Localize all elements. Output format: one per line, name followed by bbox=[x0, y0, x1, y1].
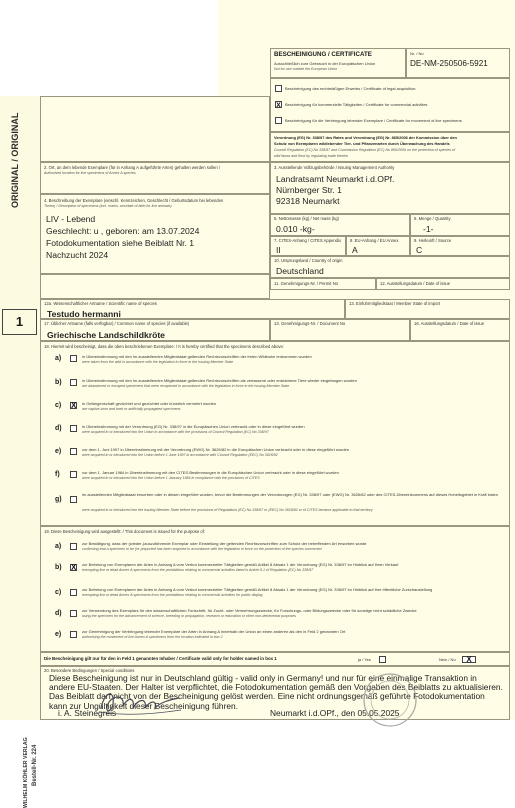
order-number: Bestell-Nr. 224 bbox=[32, 744, 38, 786]
field11-label: 11. Genehmigungs-Nr. / Permit No bbox=[274, 281, 338, 286]
s19-e-text: zur Genehmigung der Verbringung lebender Exemplare der Arten in Anhang A innerhalb der Union an einen anderen als den in Feld 2 genannten Ort bbox=[82, 629, 346, 634]
original-label: ORIGINAL / ORIGINAL bbox=[10, 112, 20, 208]
net-mass-field bbox=[270, 214, 410, 236]
s18-d-checkbox[interactable] bbox=[70, 425, 77, 432]
s18-c-text: in Gefangenschaft gezüchtet und gezüchtet oder künstlich vermehrt wurden bbox=[82, 401, 217, 406]
common-name-field bbox=[40, 319, 270, 341]
regulation-line-2: Schutz von Exemplaren wildlebender Tier- und Pflanzenarten durch Überwachung des Handels bbox=[274, 141, 450, 146]
option-movement-checkbox[interactable] bbox=[275, 117, 282, 124]
s18-a-text-en: were taken from the wild in accordance with the legislation in force in the issuing Member State bbox=[82, 360, 234, 364]
validity-no-checkbox[interactable]: X bbox=[462, 656, 476, 663]
s19-c-text: zur Befreiung von Exemplaren der Arten in Anhang A vom Verbot kommerzieller Tätigkeiten gemäß Artikel 8 Absatz 1 der Verordnung (EG) Nr. 338/97 im Hinblick auf ihre öffentliche Zurschaustellung bbox=[82, 587, 433, 592]
cites-appendix-value: II bbox=[276, 245, 281, 255]
s18-a-letter: a) bbox=[55, 355, 62, 362]
field2-label-en: Authorised location for live specimens of Annex A species bbox=[44, 171, 136, 175]
s19-b-letter: b) bbox=[55, 564, 62, 571]
regulation-box bbox=[270, 132, 510, 162]
s18-e-text-en: were acquired in or introduced into the Union before 1 June 1997 in accordance with Council Regulation (EEC) No 3626/82 bbox=[82, 453, 278, 457]
s18-a-checkbox[interactable] bbox=[70, 355, 77, 362]
regulation-line-1: Verordnung (EG) Nr. 338/97 des Rates und Verordnung (EG) Nr. 865/2006 der Kommission über den bbox=[274, 135, 457, 140]
regulation-line-4: wild fauna and flora by regulating trade therein bbox=[274, 154, 348, 158]
field6-label: 6. Menge / Quantity bbox=[414, 216, 451, 221]
description-line-3: Fotodokumentation siehe Beiblatt Nr. 1 bbox=[46, 238, 195, 248]
s18-g-text-en: were acquired in or introduced into the issuing Member State before the provisions of Regulations (EC) No 338/97 or (EEC) No 3626/82 or of CITES became applicable to that territory bbox=[82, 508, 373, 512]
s19-a-letter: a) bbox=[55, 543, 62, 550]
field3-label: 3. Ausstellende Vollzugsbehörde / Issuing Management Authority bbox=[274, 165, 395, 170]
validity-no-label: Nein / No bbox=[439, 657, 456, 662]
eu-annex-field bbox=[346, 236, 410, 256]
authority-line-3: 92318 Neumarkt bbox=[276, 196, 340, 206]
import-state-field bbox=[345, 299, 510, 319]
issuing-authority-field bbox=[270, 162, 510, 214]
s18-c-text-en: are captive-born and bred or artificially propagated specimens bbox=[82, 407, 181, 411]
s19-b-text: zur Befreiung von Exemplaren der Arten in Anhang A vom Verbot kommerzieller Tätigkeiten gemäß Artikel 8 Absatz 1 der Verordnung (EG) Nr. 338/97 im Hinblick auf ihren Verkauf bbox=[82, 562, 399, 567]
validity-row bbox=[40, 652, 510, 666]
s18-a-text: in Übereinstimmung mit den im ausstellenden Mitgliedstaat geltenden Rechtsvorschriften der freien Wildbahn entnommen wurden bbox=[82, 354, 312, 359]
field17-label: 17. Üblicher Artname (falls verfügbar) / Common name of species (if available) bbox=[44, 321, 190, 326]
field13a-label: 13. Genehmigungs-Nr. / Document No bbox=[274, 321, 346, 326]
signature-place-date: Neumarkt i.d.OPf., den 05.05.2025 bbox=[270, 708, 400, 718]
s19-d-text-en: using the specimen for the advancement of science, breeding or propagation, research or education or other non-detrimental purposes bbox=[82, 614, 296, 618]
s19-c-letter: c) bbox=[55, 589, 62, 596]
s19-c-text-en: exempting live or dead Annex A specimens from the prohibitions relating to commercial activities for public display bbox=[82, 593, 263, 597]
signature-name: i. A. Steinegreis bbox=[58, 708, 117, 718]
header-title-box bbox=[270, 48, 406, 78]
s18-b-letter: b) bbox=[55, 379, 62, 386]
s19-b-text-en: exempting live or dead Annex A specimens from the prohibitions relating to commercial activities listed in Article 8.1 of Regulation (EC) No 338/97 bbox=[82, 568, 314, 572]
s19-a-text: zur Bestätigung, dass der (wieder-)auszuführende Exemplar oder Einstellung der geltenden Rechtsvorschriften zum Schutz der betreffenden Art erworben wurde bbox=[82, 541, 367, 546]
holder-field bbox=[40, 96, 270, 162]
s18-d-text-en: were acquired in or introduced into the Union in accordance with the provisions of Council Regulation (EC) No 338/97 bbox=[82, 430, 269, 434]
s18-c-letter: c) bbox=[55, 402, 62, 409]
description-line-2: Geschlecht: u , geboren: am 13.07.2024 bbox=[46, 226, 200, 236]
scientific-name-value: Testudo hermanni bbox=[47, 309, 121, 319]
certificate-title: BESCHEINIGUNG / CERTIFICATE bbox=[274, 51, 372, 58]
s18-f-letter: f) bbox=[55, 471, 60, 478]
field5-label: 5. Nettomasse (kg) / Net mass (kg) bbox=[274, 216, 339, 221]
option-commercial-label: Bescheinigung für kommerzielle Tätigkeiten / Certificate for commercial activities bbox=[285, 102, 428, 107]
scientific-name-field bbox=[40, 299, 345, 319]
s18-g-text: im ausstellenden Mitgliedstaat erworben oder in diesen eingeführt wurden, bevor die Bestimmungen der Verordnungen (EG) Nr. 338/97 oder (EWG) Nr. 3626/82 oder des CITES-Übereinkommens auf dieses Hoheitsgebiet in Kraft traten bbox=[82, 492, 498, 497]
source-field bbox=[410, 236, 510, 256]
country-of-origin-value: Deutschland bbox=[276, 266, 324, 276]
left-sidebar bbox=[0, 96, 41, 808]
section-18 bbox=[40, 341, 510, 526]
s18-b-text-en: are abandoned or escaped specimens that were recaptured in accordance with the legislation in force in the issuing Member State bbox=[82, 384, 290, 388]
special-conditions-text: Diese Bescheinigung ist nur in Deutschland gültig - valid only in Germany! und nur für eine einmalige Transaktion in andere EU-Staaten. Der Halter ist verpflichtet, die Fotodokumentation gemäß den Vorgaben des Beiblatts zu aktualisieren. Das Beiblatt darf nicht von der Bescheinigung gelöst werden. Eine nicht ordnungsgemäß geführte Fotodokumentation kann zur Ungültigkeit dieser Bescheinigung führen. bbox=[49, 673, 503, 711]
s18-e-text: vor dem 1. Juni 1997 in Übereinstimmung mit der Verordnung (EWG) Nr. 3626/82 in die Europäischen Union verbracht oder in diese eingeführt wurden bbox=[82, 447, 350, 452]
eu-annex-value: A bbox=[352, 245, 358, 255]
option-commercial-checkbox[interactable]: x bbox=[276, 100, 281, 109]
quantity-value: -1- bbox=[423, 224, 434, 234]
authority-line-1: Landratsamt Neumarkt i.d.OPf. bbox=[276, 174, 395, 184]
section-19 bbox=[40, 526, 510, 652]
s19-a-text-en: confirming that a specimen to be (re-)exported has been acquired in accordance with the legislation in force on the protection of the species concerned bbox=[82, 547, 322, 551]
s18-b-text: in Übereinstimmung mit den im ausstellenden Mitgliedstaat geltenden Rechtsvorschriften als verlassene oder entwichene Tiere wieder eingefangen wurden bbox=[82, 378, 357, 383]
description-line-4: Nachzucht 2024 bbox=[46, 250, 109, 260]
s19-d-checkbox[interactable] bbox=[70, 610, 77, 617]
location-field bbox=[40, 162, 270, 194]
s19-e-checkbox[interactable] bbox=[70, 631, 77, 638]
country-of-origin-field bbox=[270, 256, 510, 278]
handwritten-signature bbox=[95, 686, 185, 718]
document-number-field bbox=[270, 319, 410, 341]
field10-label: 10. Ursprungsland / Country of origin bbox=[274, 258, 343, 263]
s18-e-checkbox[interactable] bbox=[70, 448, 77, 455]
validity-yes-label: ja / Yes bbox=[358, 657, 371, 662]
cites-appendix-field bbox=[270, 236, 346, 256]
blank-field bbox=[40, 274, 270, 299]
validity-label: Die Bescheinigung gilt nur für den in Feld 1 genannten Inhaber / Certificate valid only for holder named in box 1 bbox=[44, 656, 277, 661]
permit-number-field bbox=[270, 278, 376, 290]
header-subtitle-de: Ausschließlich zum Gebrauch in der Europäischen Union bbox=[274, 61, 376, 66]
description-field bbox=[40, 194, 270, 274]
header-subtitle-en: Not for use outside the European Union bbox=[274, 67, 338, 71]
regulation-line-3: Council Regulation (EC) No 338/97 and Commission Regulation (EC) No 865/2006 on the protection of species of bbox=[274, 148, 455, 152]
paper-sticker bbox=[0, 0, 218, 96]
number-label: Nr. / No bbox=[410, 51, 424, 56]
s19-d-letter: d) bbox=[55, 610, 62, 617]
s18-g-checkbox[interactable] bbox=[70, 496, 77, 503]
certificate-number-box bbox=[406, 48, 510, 78]
s19-e-letter: e) bbox=[55, 631, 62, 638]
s19-c-checkbox[interactable] bbox=[70, 589, 77, 596]
field4-label: 4. Beschreibung der Exemplare (einschl. Kennzeichen, Geschlecht / Geburtsdatum bei lebenden bbox=[44, 198, 224, 203]
s19-b-checkbox[interactable]: X bbox=[71, 563, 77, 572]
field13-label: 13. Einfuhrmitgliedstaat / Member State of import bbox=[349, 301, 441, 306]
option-legal-acquisition-label: Bescheinigung des rechtmäßigen Erwerbs / Certificate of legal acquisition bbox=[285, 86, 416, 91]
field4-label-en: Tieren) / Description of specimens (incl. marks, sex/date of birth for live animals) bbox=[44, 204, 172, 208]
common-name-value: Griechische Landschildkröte bbox=[47, 330, 165, 340]
source-value: C bbox=[416, 245, 423, 255]
section18-label: 18. Hiermit wird bescheinigt, dass die oben beschriebenen Exemplare: / It is hereby certified that the specimens described above: bbox=[44, 344, 284, 349]
copy-number: 1 bbox=[2, 309, 37, 335]
s18-f-text: vor dem 1. Januar 1984 in Übereinstimmung mit den CITES-Bestimmungen in die Europäischen Union verbracht oder in diese eingeführt wurden bbox=[82, 470, 339, 475]
issue-date-field bbox=[410, 319, 510, 341]
authority-line-2: Nürnberger Str. 1 bbox=[276, 185, 342, 195]
s18-f-checkbox[interactable] bbox=[70, 471, 77, 478]
field7-label: 7. CITES-Anhang / CITES Appendix bbox=[274, 238, 342, 243]
publisher-label: WILHELM KÖHLER VERLAG bbox=[23, 737, 29, 808]
field8-label: 8. EU-Anhang / EU Annex bbox=[350, 238, 399, 243]
s18-d-text: in Übereinstimmung mit der Verordnung (EG) Nr. 338/97 in die Europäischen Union verbracht oder in diese eingeführt wurden bbox=[82, 424, 305, 429]
s18-g-letter: g) bbox=[55, 496, 62, 503]
option-legal-acquisition-checkbox[interactable] bbox=[275, 85, 282, 92]
s18-e-letter: e) bbox=[55, 448, 62, 455]
date-of-issue-field bbox=[376, 278, 510, 290]
field2-label: 2. Ort, an dem lebende Exemplare (für in Anhang A aufgeführte Arten) gehalten werden sollen / bbox=[44, 165, 220, 170]
field9-label: 9. Herkunft / Source bbox=[414, 238, 452, 243]
description-line-1: LIV - Lebend bbox=[46, 214, 96, 224]
field16-label: 16. Ausstellungsdatum / Date of issue bbox=[414, 321, 485, 326]
quantity-field bbox=[410, 214, 510, 236]
s19-a-checkbox[interactable] bbox=[70, 543, 77, 550]
field20-label: 20. Besondere Bedingungen / Special conditions bbox=[44, 668, 135, 673]
field12a-label: 12a. Wissenschaftlicher Artname / Scientific name of species bbox=[44, 301, 157, 306]
official-stamp bbox=[360, 670, 420, 720]
field12-label: 12. Ausstellungsdatum / Date of issue bbox=[380, 281, 451, 286]
header-options bbox=[270, 78, 510, 132]
s19-d-text: zur Verwendung des Exemplars für den wissenschaftlichen Fortschritt, für Zucht- oder Vermehrungszwecke, für Forschungs- oder Bildungszwecke oder für sonstige nicht schädliche Zwecke bbox=[82, 608, 417, 613]
option-movement-label: Bescheinigung für die Verbringung lebender Exemplare / Certificate for movement of live specimens bbox=[285, 118, 462, 123]
s18-d-letter: d) bbox=[55, 425, 62, 432]
certificate-number: DE-NM-250506-5921 bbox=[410, 59, 488, 68]
s18-f-text-en: were acquired in or introduced into the Union before 1 January 1984 in compliance with the provisions of CITES bbox=[82, 476, 260, 480]
s18-b-checkbox[interactable] bbox=[70, 379, 77, 386]
s18-c-checkbox[interactable]: X bbox=[71, 401, 77, 410]
section19-label: 19. Diese Bescheinigung wird ausgestellt: / This document is issued for the purpose of: bbox=[44, 529, 205, 534]
s19-e-text-en: authorising the movement of live Annex A specimens from the location indicated in box 2 bbox=[82, 635, 223, 639]
validity-yes-checkbox[interactable] bbox=[379, 656, 386, 663]
net-mass-value: 0.010 -kg- bbox=[276, 224, 315, 234]
